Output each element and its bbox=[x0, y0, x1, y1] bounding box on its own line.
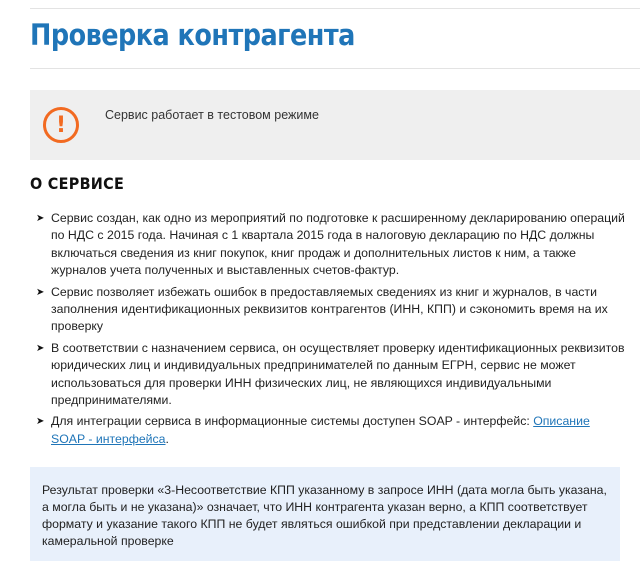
arrow-bullet-icon: ➤ bbox=[36, 342, 45, 354]
list-item bbox=[36, 284, 626, 336]
page-title: Проверка контрагента bbox=[30, 18, 355, 52]
test-mode-notice bbox=[30, 90, 640, 160]
list-item-text: Сервис позволяет избежать ошибок в предоставляемых сведениях из книг и журналов, в части заполнения идентификационных реквизитов контрагентов (ИНН, КПП) и сэкономить время на их проверку bbox=[51, 284, 608, 334]
notice-text: Сервис работает в тестовом режиме bbox=[105, 108, 319, 122]
arrow-bullet-icon: ➤ bbox=[36, 416, 45, 428]
exclamation-icon: ! bbox=[43, 107, 79, 143]
title-divider bbox=[30, 68, 640, 69]
arrow-bullet-icon: ➤ bbox=[36, 286, 45, 298]
list-item-text: В соответствии с назначением сервиса, он осуществляет проверку идентификационных реквизитов юридических лиц и индивидуальных предпринимателей по данным ЕГРН, сервис не может использоваться для проверки ИНН физических лиц, не являющихся индивидуальными предпринимателями. bbox=[51, 340, 625, 408]
top-divider bbox=[30, 8, 640, 9]
arrow-bullet-icon: ➤ bbox=[36, 213, 45, 224]
section-heading: О СЕРВИСЕ bbox=[30, 174, 125, 193]
list-item bbox=[36, 413, 626, 448]
list-item-text: Для интеграции сервиса в информационные системы доступен SOAP - интерфейс: bbox=[51, 414, 534, 429]
result-info-text: Результат проверки «3-Несоответствие КПП указанному в запросе ИНН (дата могла быть указана, а могла быть и не указана)» означает, что ИНН контрагента указан верно, а КПП соответствует формату и указание такого КПП не будет являться ошибкой при представлении декларации и камеральной проверке bbox=[42, 483, 607, 548]
list-item-text: Сервис создан, как одно из мероприятий по подготовке к расширенному декларированию операций по НДС с 2015 года. Начиная с 1 квартала 2015 года в налоговую декларацию по НДС должны включаться сведения из книг покупок, книг продаж и дополнительных листов к ним, а также журналов учета полученных и выставленных счетов-фактур. bbox=[51, 211, 625, 278]
about-list bbox=[36, 210, 626, 452]
list-item bbox=[36, 210, 626, 280]
soap-description-link[interactable]: Описание SOAP - интерфейса bbox=[51, 414, 590, 446]
list-item bbox=[36, 340, 626, 410]
result-info-box bbox=[30, 467, 620, 561]
list-item-trailing: . bbox=[165, 431, 169, 446]
